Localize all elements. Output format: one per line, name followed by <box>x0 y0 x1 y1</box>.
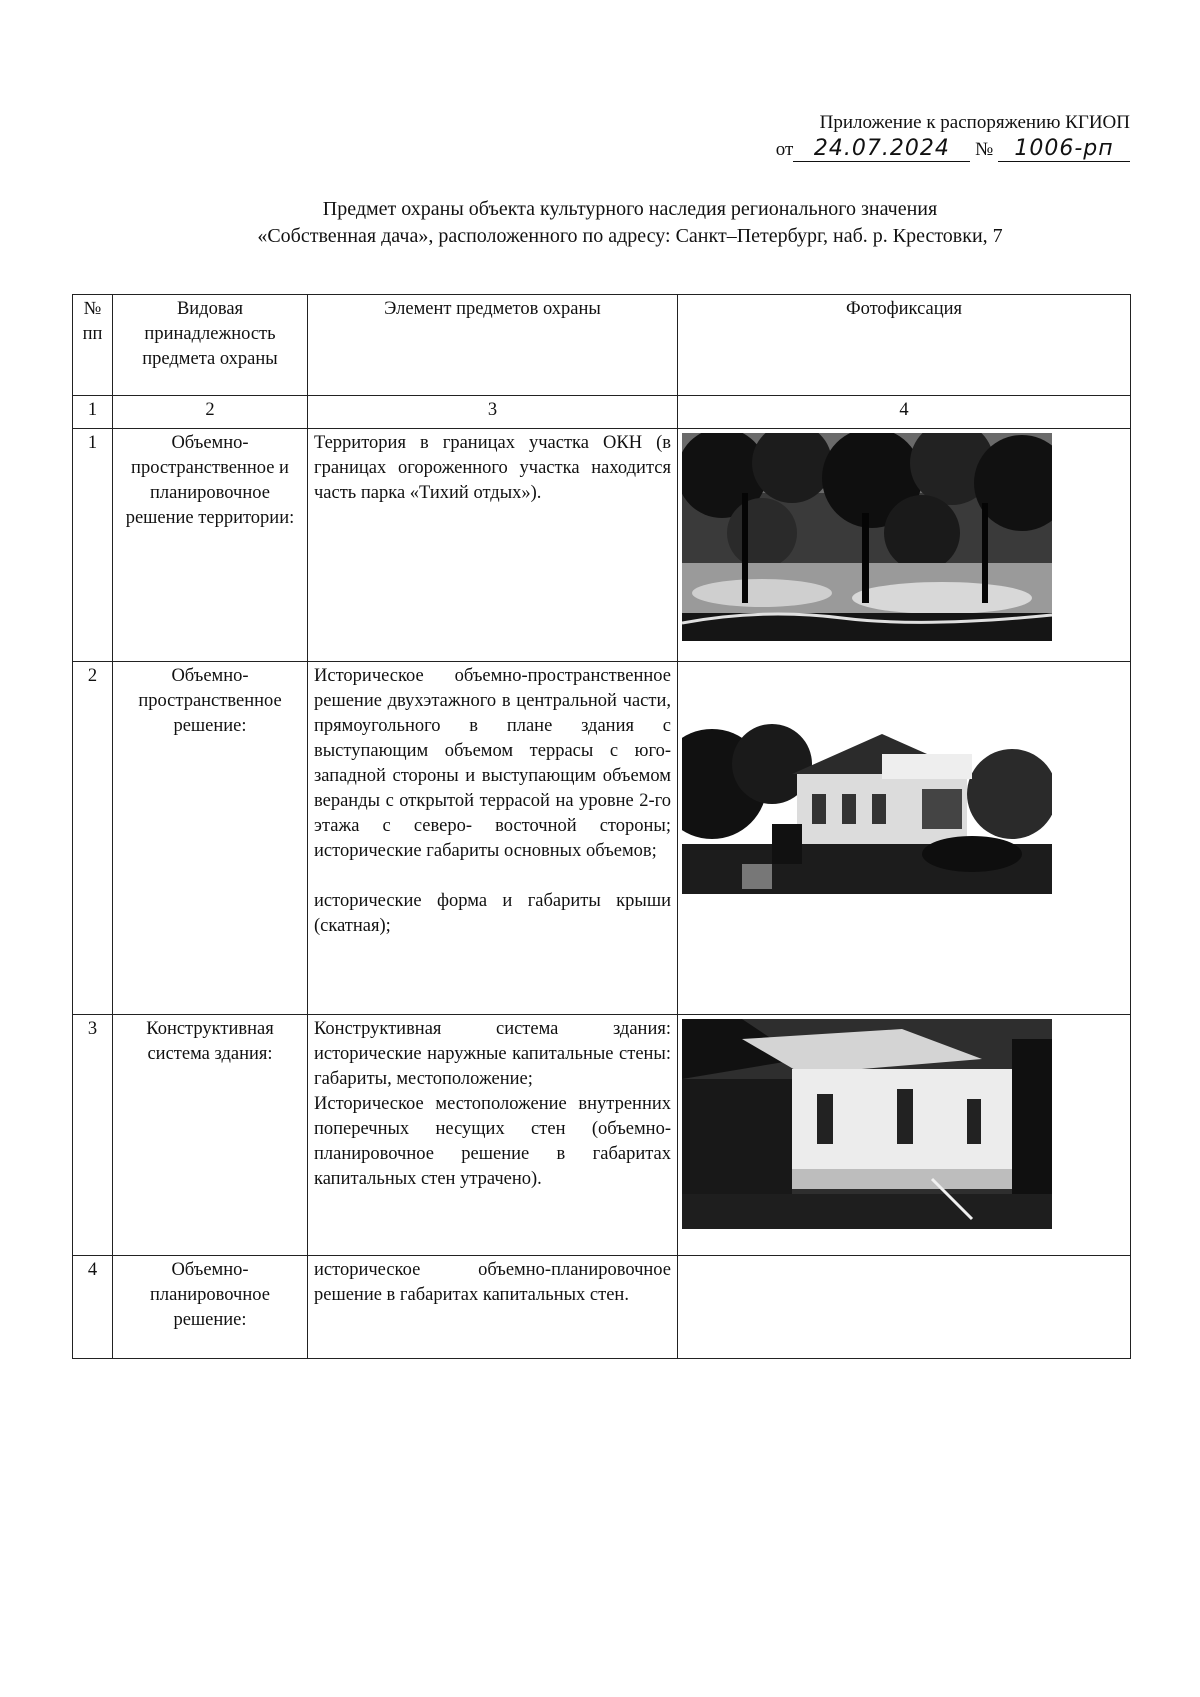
row-type: Конструктивная система здания: <box>113 1015 308 1256</box>
element-paragraph: Территория в границах участка ОКН (в границах огороженного участка находится часть парка «Тихий отдых»). <box>314 433 671 503</box>
from-label: от <box>775 139 794 160</box>
header-number: № пп <box>73 295 113 396</box>
photo-cell <box>678 1015 1131 1256</box>
row-type: Объемно-планировочное решение: <box>113 1256 308 1359</box>
col-number-4: 4 <box>678 396 1131 429</box>
element-paragraph: исторические форма и габариты крыши (скатная); <box>314 891 671 936</box>
table-row <box>73 1015 1131 1256</box>
row-number: 4 <box>73 1256 113 1359</box>
appendix-title: Приложение к распоряжению КГИОП <box>819 112 1130 133</box>
protection-subject-table <box>72 294 1131 1359</box>
table-row <box>73 429 1131 662</box>
col-number-1: 1 <box>73 396 113 429</box>
photo-cell-empty <box>678 1256 1131 1359</box>
col-number-2: 2 <box>113 396 308 429</box>
table-row <box>73 662 1131 1015</box>
table-row <box>73 1256 1131 1359</box>
element-paragraph: Конструктивная система здания: исторические наружные капитальные стены: габариты, местоположение; <box>314 1019 671 1089</box>
document-title <box>0 196 1200 250</box>
element-paragraph: историческое объемно-планировочное решение в габаритах капитальных стен. <box>314 1260 671 1305</box>
row-element <box>308 429 678 662</box>
element-paragraph: Историческое местоположение внутренних поперечных несущих стен (объемно-планировочное решение в габаритах капитальных стен утрачено). <box>314 1094 671 1189</box>
row-type: Объемно-пространственное и планировочное решение территории: <box>113 429 308 662</box>
photo-cell <box>678 662 1131 1015</box>
handwritten-number: 1006-рп <box>998 136 1130 162</box>
header-element: Элемент предметов охраны <box>308 295 678 396</box>
villa-photo <box>682 714 1052 894</box>
building-facade-photo <box>682 1019 1052 1229</box>
row-element <box>308 1256 678 1359</box>
row-element <box>308 1015 678 1256</box>
column-number-row <box>73 396 1131 429</box>
element-paragraph: Историческое объемно-пространственное решение двухэтажного в центральной части, прямоугольного в плане здания с выступающим объемом террасы с юго-западной стороны и выступающим объемом веранды с открытой террасой на уровне 2-го этажа с северо- восточной стороны; исторические габариты основных объемов; <box>314 666 671 861</box>
header-photo: Фотофиксация <box>678 295 1131 396</box>
title-line-2: «Собственная дача», расположенного по адресу: Санкт–Петербург, наб. р. Крестовки, 7 <box>257 225 1003 247</box>
row-number: 1 <box>73 429 113 662</box>
appendix-reference <box>700 136 1130 162</box>
header-type: Видовая принадлежность предмета охраны <box>113 295 308 396</box>
table-header-row <box>73 295 1131 396</box>
row-type: Объемно-пространственное решение: <box>113 662 308 1015</box>
number-label: № <box>975 139 994 160</box>
handwritten-date: 24.07.2024 <box>793 136 970 162</box>
title-line-1: Предмет охраны объекта культурного наследия регионального значения <box>322 198 938 220</box>
row-number: 2 <box>73 662 113 1015</box>
park-photo <box>682 433 1052 641</box>
appendix-header <box>700 112 1130 162</box>
col-number-3: 3 <box>308 396 678 429</box>
row-element <box>308 662 678 1015</box>
photo-cell <box>678 429 1131 662</box>
row-number: 3 <box>73 1015 113 1256</box>
